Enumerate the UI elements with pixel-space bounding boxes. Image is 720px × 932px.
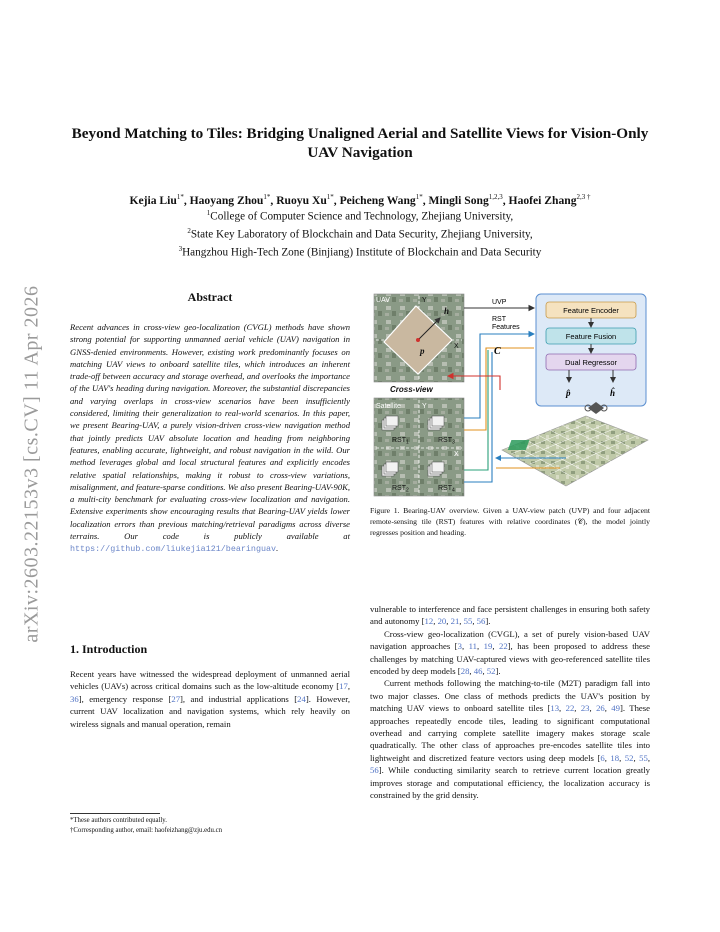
citation-link[interactable]: 3: [457, 641, 462, 652]
citation-link[interactable]: 22: [565, 703, 575, 714]
citation-link[interactable]: 46: [473, 666, 483, 677]
affiliations: [60, 206, 660, 260]
affiliation-line: $^2$State Key Laboratory of Blockchain and Data Security, Zhejiang University,: [187, 227, 533, 241]
citation-link[interactable]: 55: [639, 752, 648, 763]
footnotes: [70, 816, 350, 835]
output-h-hat: ĥ: [610, 388, 616, 398]
rst-2-connector: [464, 350, 488, 470]
sat-axis-y: Y: [422, 403, 427, 410]
citation-link[interactable]: 49: [611, 703, 620, 714]
right-column-text: [370, 603, 650, 802]
rst-features-label-1: RST: [492, 316, 506, 323]
citation-link[interactable]: 11: [468, 641, 477, 652]
footnote-corresponding-author: †Corresponding author, email: haofeizhang@zju.edu.cn: [70, 826, 223, 834]
author-name: Mingli Song: [428, 193, 489, 207]
figure-1-caption: Figure 1. Bearing-UAV overview. Given a UAV-view patch (UVP) and four adjacent remote-sensing tile (RST) features with relative coordinates (𝒞), the model jointly regresses position and heading.: [370, 506, 650, 537]
citation-link[interactable]: 26: [596, 703, 605, 714]
arxiv-stamp: arXiv:2603.22153v3 [cs.CV] 11 Apr 2026: [20, 285, 43, 643]
body-paragraph: Cross-view geo-localization (CVGL), a set of purely vision-based UAV navigation approaches [3, 11, 19, 22], has been proposed to address these challenges by matching UAV-captured views with geo-referenced satellite tiles encoded by deep models [28, 46, 52].: [370, 628, 651, 677]
author-name: Haoyang Zhou: [189, 193, 264, 207]
citation-link[interactable]: 13: [550, 703, 560, 714]
citation-link[interactable]: 20: [437, 616, 447, 627]
citation-link[interactable]: 56: [370, 765, 379, 776]
citation-link[interactable]: 24: [297, 693, 306, 704]
abstract-text: Recent advances in cross-view geo-localization (CVGL) methods have shown strong potential for supporting unmanned aerial vehicle (UAV) navigation in GNSS-denied environments. However, existing work predominantly focuses on matching UAV views to onboard satellite tiles, which introduces an inherent trade-off between accuracy and storage overhead, and overlooks the importance of the UAV's heading during navigation. Moreover, the substantial discrepancies and varying overlaps in cross-view scenarios have been insufficiently considered, limiting their generalization to real-world scenarios. In this paper, we present Bearing-UAV, a purely vision-driven cross-view navigation method that jointly predicts UAV absolute location and heading from neighboring features, enabling accurate, lightweight, and robust navigation in the wild. Our method leverages global and local structural features and explicitly encodes relative spatial relationships, making it robust to cross-view variations, misalignment, and feature-sparse conditions. We also present Bearing-UAV-90K, a multi-city benchmark for evaluating cross-view localization and navigation. Extensive experiments show encouraging results that Bearing-UAV yields lower localization errors than previous matching/retrieval paradigms across diverse terrains. Our code is publicly available at: [70, 322, 350, 542]
citation-link[interactable]: 55: [463, 616, 473, 627]
citation-link[interactable]: 56: [476, 616, 486, 627]
intro-paragraph: Recent years have witnessed the widespread deployment of unmanned aerial vehicles (UAVs) across critical domains such as the low-altitude economy [17, 36], emergency response [27], and industrial applications [24]. However, current UAV localization and navigation systems, which rely heavily on wireless signals and manual operation, remain: [70, 669, 350, 729]
sat-axis-x: X: [454, 451, 459, 458]
affiliation-line: $^3$Hangzhou High-Tech Zone (Binjiang) Institute of Blockchain and Data Security: [178, 245, 542, 259]
author-affiliation-mark: 1*: [326, 193, 334, 201]
author-name: Kejia Liu: [129, 193, 177, 207]
author-name: Ruoyu Xu: [276, 193, 327, 207]
author-name: Peicheng Wang: [339, 193, 416, 207]
model-block: [536, 294, 646, 406]
citation-link[interactable]: 19: [483, 641, 493, 652]
citation-link[interactable]: 52: [486, 666, 496, 677]
citation-link[interactable]: 22: [498, 641, 508, 652]
citation-link[interactable]: 36: [70, 693, 79, 704]
footnote-equal-contribution: *These authors contributed equally.: [70, 817, 167, 824]
rst-4-label: $RST_4$: [438, 485, 455, 494]
citation-link[interactable]: 28: [460, 666, 470, 677]
satellite-panel: [374, 398, 464, 496]
satellite-label: Satellite: [376, 403, 401, 410]
citation-link[interactable]: 52: [624, 752, 634, 763]
code-link[interactable]: https://github.com/liukejia121/bearinguav: [70, 544, 277, 555]
rst-1-label: $RST_1$: [392, 437, 409, 446]
author-affiliation-mark: 1*: [415, 193, 423, 201]
output-p-hat: p̂: [566, 388, 571, 398]
uav-label: UAV: [376, 297, 390, 304]
coords-c-label: C: [494, 346, 501, 357]
uav-view-panel: [374, 294, 464, 382]
citation-link[interactable]: 17: [339, 681, 348, 692]
citation-link[interactable]: 27: [171, 693, 181, 704]
figure-1-diagram: [370, 290, 650, 500]
citation-link[interactable]: 21: [450, 616, 460, 627]
author-affiliation-mark: 2,3 †: [576, 193, 591, 201]
rst-3-label: $RST_3$: [438, 437, 455, 446]
cross-view-label: Cross-view: [390, 385, 433, 394]
uav-axis-y: Y: [422, 297, 427, 304]
position-p-label: p: [420, 346, 425, 356]
figure-1: [370, 290, 650, 500]
feature-fusion-label: Feature Fusion: [565, 332, 617, 341]
uav-axis-x: X: [454, 343, 459, 350]
affiliation-line: $^1$College of Computer Science and Technology, Zhejiang University,: [206, 209, 514, 223]
heading-h-label: h: [444, 306, 450, 316]
rst-features-label-2: Features: [492, 324, 520, 331]
body-paragraph: vulnerable to interference and face persistent challenges in ensuring both safety and autonomy [12, 20, 21, 55, 56].: [370, 604, 650, 627]
abstract-heading: Abstract: [187, 290, 233, 304]
author-name: Haofei Zhang: [508, 193, 577, 207]
author-affiliation-mark: 1,2,3: [488, 193, 503, 201]
dual-regressor-label: Dual Regressor: [564, 358, 618, 367]
citation-link[interactable]: 23: [580, 703, 590, 714]
body-paragraph: Current methods following the matching-to-tile (M2T) paradigm fall into two major classes. One class of methods predicts the UAV's position by matching UAV views to onboard satellite tiles [13, 22, 23, 26, 49]. These approaches repeatedly encode tiles, leading to significant computational overhead and carrying complete satellite imagery makes storage scale quadratically. The other class of approaches pre-encodes satellite tiles into lightweight and discretized feature vectors using deep models [6, 18, 52, 55, 56]. While conducting similarity search to retrieve current location greatly improves storage and computational efficiency, the localization accuracy is constrained by the grid density.: [370, 678, 651, 801]
satellite-tile-grid: [502, 402, 648, 486]
citation-link[interactable]: 18: [610, 752, 620, 763]
uvp-label: UVP: [492, 299, 507, 306]
citation-link[interactable]: 12: [424, 616, 434, 627]
author-list: Kejia Liu$^{1*}$, Haoyang Zhou$^{1*}$, Ruoyu $Xu^{1*}$, Peicheng Wang$^{1*}$, Mingli Song$^{1,2,3}$, Haofei Zhang$^{2,3 \dagger}$: [129, 193, 591, 207]
abstract-body: Recent advances in cross-view geo-localization (CVGL) methods have shown strong potential for supporting unmanned aerial vehicle (UAV) navigation in GNSS-denied environments. However, existing work predominantly focuses on matching UAV views to onboard satellite tiles, which introduces an inherent trade-off between accuracy and storage overhead, and overlooks the importance of the UAV's heading during navigation. Moreover, the substantial discrepancies and varying overlaps in cross-view scenarios have been insufficiently considered, limiting their generalization to real-world scenarios. In this paper, we present Bearing-UAV, a purely vision-driven cross-view navigation method that jointly predicts UAV absolute location and heading from neighboring features, enabling accurate, lightweight, and robust navigation in the wild. Our method leverages global and local structural features and explicitly encodes relative spatial relationships, making it robust to cross-view variations, misalignment, and feature-sparse conditions. We also present Bearing-UAV-90K, a multi-city benchmark for evaluating cross-view localization and navigation. Extensive experiments show encouraging results that Bearing-UAV yields lower localization errors than previous matching/retrieval paradigms across diverse terrains. Our code is publicly available at https://github.com/liukejia121/bearinguav.: [70, 322, 350, 555]
paper-title: Beyond Matching to Tiles: Bridging Unaligned Aerial and Satellite Views for Vision-Only UAV Navigation: [71, 125, 649, 161]
author-affiliation-mark: 1*: [176, 193, 184, 201]
rst-2-label: $RST_2$: [392, 485, 409, 494]
footnote-rule: [70, 813, 160, 814]
citation-link[interactable]: 6: [600, 752, 605, 763]
section-heading-introduction: 1. Introduction: [70, 642, 148, 656]
feature-encoder-label: Feature Encoder: [563, 306, 619, 315]
author-affiliation-mark: 1*: [263, 193, 271, 201]
